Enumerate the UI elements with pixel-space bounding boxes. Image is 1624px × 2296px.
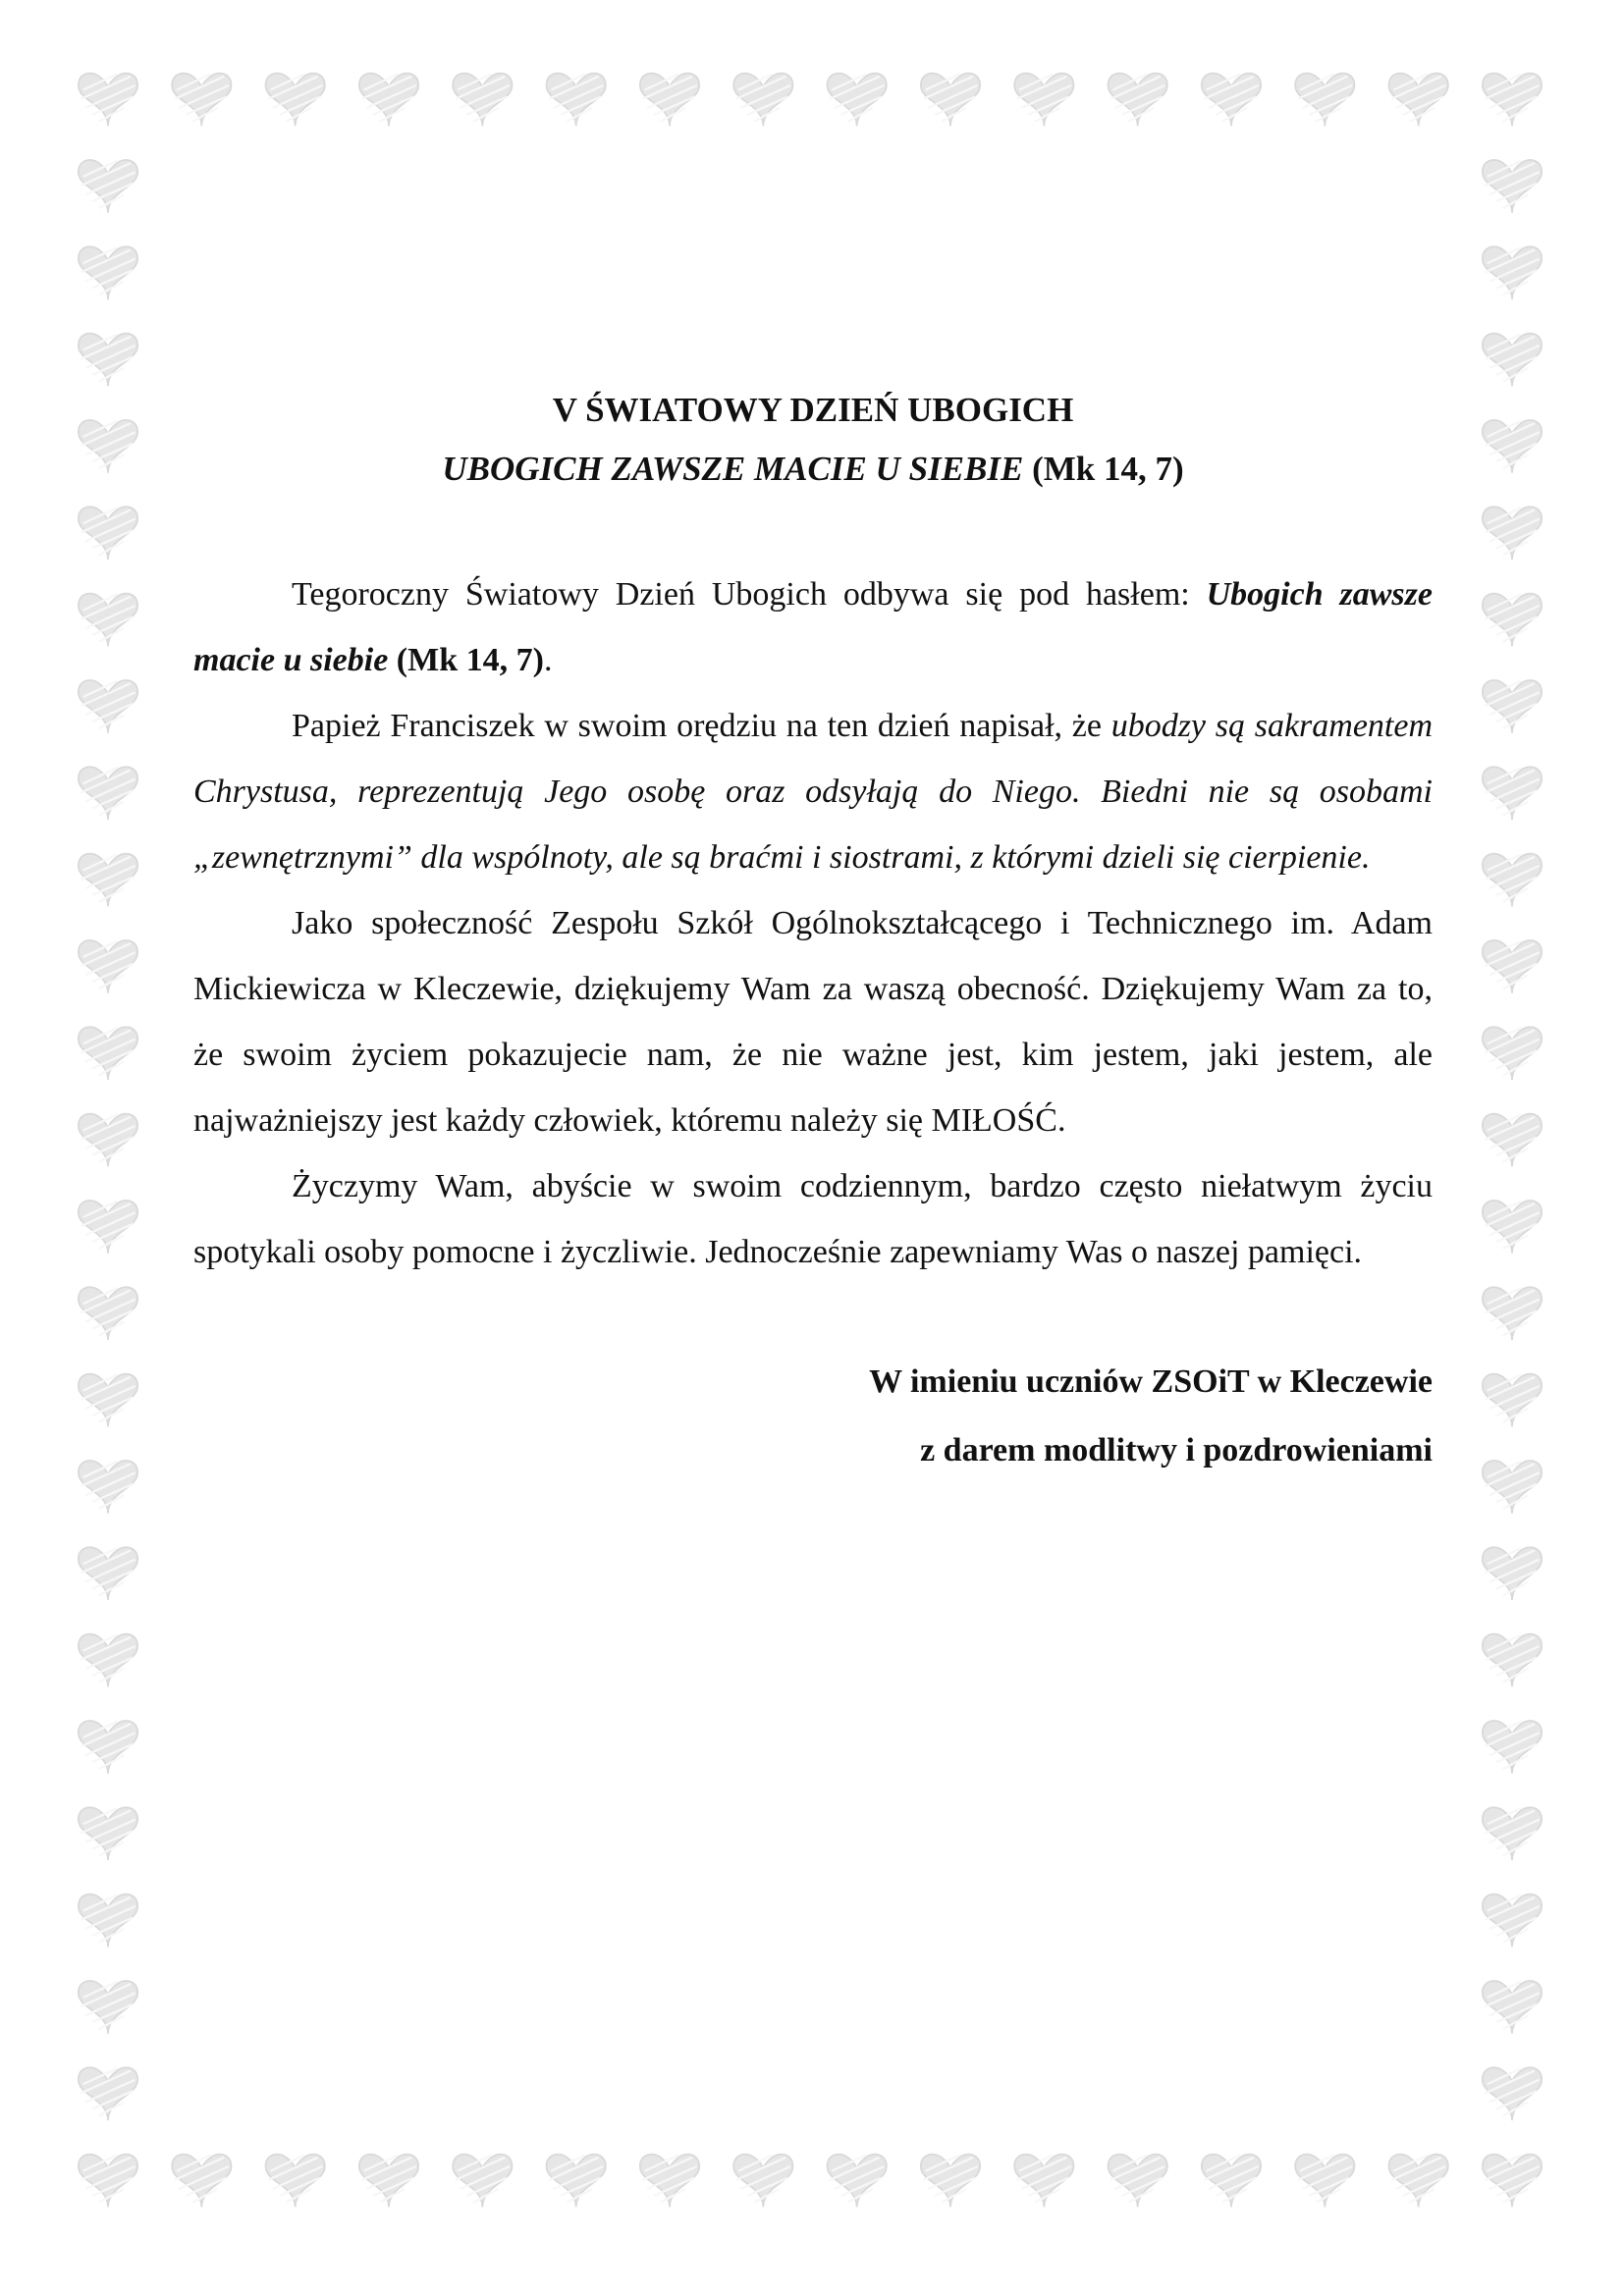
heart-icon: [1483, 507, 1542, 560]
letter-body: [193, 561, 1433, 1285]
heart-icon: [79, 507, 137, 560]
heart-icon: [79, 1807, 137, 1860]
paragraph-1-end: .: [543, 642, 553, 678]
heart-icon: [828, 74, 887, 127]
heart-icon: [1483, 1547, 1542, 1600]
heart-icon: [1483, 1027, 1542, 1080]
heart-icon: [1483, 1461, 1542, 1514]
heart-icon: [1202, 74, 1261, 127]
heart-icon: [1483, 1201, 1542, 1254]
heart-icon: [453, 74, 512, 127]
heart-icon: [1483, 854, 1542, 907]
heart-icon: [79, 74, 137, 127]
heart-icon: [547, 2155, 606, 2208]
heart-icon: [921, 74, 980, 127]
heart-icon: [1483, 1895, 1542, 1948]
paragraph-1-motto: Ubogich zawsze macie u siebie: [193, 576, 1433, 678]
heart-icon: [1483, 1981, 1542, 2034]
heart-icon: [547, 74, 606, 127]
heart-icon: [79, 246, 137, 299]
page-title: V ŚWIATOWY DZIEŃ UBOGICH: [552, 391, 1074, 429]
subtitle-motto: UBOGICH ZAWSZE MACIE U SIEBIE: [442, 450, 1024, 488]
paragraph-1-text: Tegoroczny Światowy Dzień Ubogich odbywa się pod hasłem:: [292, 576, 1207, 613]
heart-icon: [79, 1895, 137, 1948]
heart-icon: [1389, 74, 1448, 127]
heart-icon: [266, 74, 325, 127]
heart-icon: [172, 2155, 231, 2208]
heart-icon: [79, 1981, 137, 2034]
heart-icon: [1295, 74, 1354, 127]
heart-icon: [79, 2067, 137, 2120]
heart-icon: [1483, 74, 1542, 127]
heart-icon: [733, 74, 792, 127]
heart-icon: [1483, 2067, 1542, 2120]
heart-icon: [359, 74, 418, 127]
heart-icon: [79, 2155, 137, 2208]
heart-icon: [1109, 2155, 1167, 2208]
heart-icon: [453, 2155, 512, 2208]
signature: [193, 1348, 1433, 1485]
heart-icon: [1483, 1287, 1542, 1340]
heart-icon: [1483, 160, 1542, 213]
signature-line-1: W imieniu uczniów ZSOiT w Kleczewie: [869, 1363, 1433, 1400]
heart-icon: [1483, 1114, 1542, 1167]
heart-icon: [79, 767, 137, 820]
heart-icon: [1483, 1807, 1542, 1860]
heart-icon: [79, 1461, 137, 1514]
heart-icon: [359, 2155, 418, 2208]
paragraph-2-text: Papież Franciszek w swoim orędziu na ten dzień napisał, że: [292, 708, 1111, 744]
heart-icon: [1014, 2155, 1073, 2208]
heart-icon: [733, 2155, 792, 2208]
paragraph-4: Życzymy Wam, abyście w swoim codziennym, bardzo często niełatwym życiu spotykali osoby pomocne i życzliwie. Jednocześnie zapewniamy Was o naszej pamięci.: [193, 1168, 1433, 1270]
heart-icon: [79, 594, 137, 647]
heart-icon: [79, 854, 137, 907]
heart-icon: [1483, 420, 1542, 473]
paragraph-3: Jako społeczność Zespołu Szkół Ogólnokształcącego i Technicznego im. Adam Mickiewicza w Kleczewie, dziękujemy Wam za waszą obecność. Dziękujemy Wam za to, że swoim życiem pokazujecie nam, że nie ważne jest, kim jestem, jaki jestem, ale najważniejszy jest każdy człowiek, któremu należy się MIŁOŚĆ.: [193, 905, 1433, 1139]
heart-icon: [1483, 334, 1542, 387]
heart-icon: [172, 74, 231, 127]
heart-icon: [79, 1634, 137, 1687]
heart-icon: [1483, 1721, 1542, 1774]
heart-icon: [921, 2155, 980, 2208]
heart-icon: [79, 1201, 137, 1254]
heart-icon: [1483, 940, 1542, 993]
heart-icon: [79, 1287, 137, 1340]
heart-icon: [1014, 74, 1073, 127]
paragraph-1: [193, 561, 1433, 693]
heart-icon: [1202, 2155, 1261, 2208]
heart-icon: [1483, 594, 1542, 647]
page-subtitle: [193, 440, 1433, 499]
heart-icon: [79, 160, 137, 213]
heart-icon: [79, 1027, 137, 1080]
heart-icon: [79, 334, 137, 387]
heart-icon: [1483, 246, 1542, 299]
paragraph-2: [193, 693, 1433, 890]
heart-icon: [79, 1547, 137, 1600]
heart-icon: [79, 1721, 137, 1774]
heart-icon: [266, 2155, 325, 2208]
heart-icon: [1483, 2155, 1542, 2208]
heart-icon: [1389, 2155, 1448, 2208]
heart-icon: [1483, 680, 1542, 733]
heart-icon: [79, 1114, 137, 1167]
heart-icon: [1295, 2155, 1354, 2208]
heart-icon: [1483, 1634, 1542, 1687]
heart-icon: [79, 940, 137, 993]
paragraph-1-reference: (Mk 14, 7): [396, 642, 544, 678]
paragraph-2-quote: ubodzy są sakramentem Chrystusa, reprezentują Jego osobę oraz odsyłają do Niego. Biedni nie są osobami „zewnętrznymi” dla wspólnoty, ale są braćmi i siostrami, z którymi dzieli się cierpienie.: [193, 708, 1434, 876]
subtitle-reference: (Mk 14, 7): [1032, 450, 1184, 488]
heart-icon: [79, 1374, 137, 1427]
heart-icon: [79, 420, 137, 473]
signature-line-2: z darem modlitwy i pozdrowieniami: [920, 1432, 1433, 1468]
heart-icon: [640, 2155, 699, 2208]
heart-icon: [79, 680, 137, 733]
heart-icon: [1483, 767, 1542, 820]
heart-icon: [828, 2155, 887, 2208]
heart-icon: [640, 74, 699, 127]
heart-icon: [1109, 74, 1167, 127]
letter-content: [193, 381, 1433, 1485]
heart-icon: [1483, 1374, 1542, 1427]
